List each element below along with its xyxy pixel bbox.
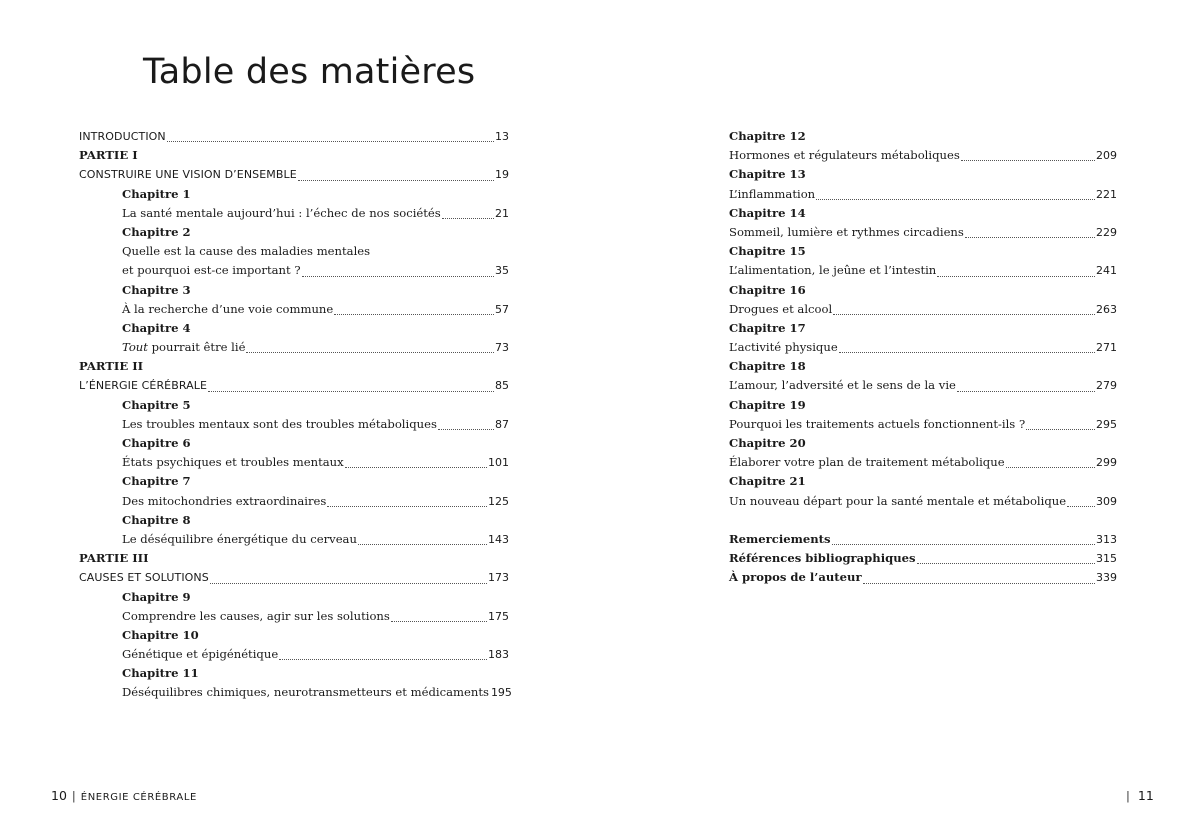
footer-page-number-right: 11 bbox=[1137, 788, 1154, 803]
toc-page-number: 21 bbox=[495, 206, 509, 220]
toc-entry bbox=[729, 300, 1117, 319]
dot-leader bbox=[816, 198, 1095, 200]
toc-entry bbox=[729, 165, 1117, 184]
toc-entry bbox=[79, 396, 509, 415]
dot-leader bbox=[1026, 428, 1095, 430]
dot-leader bbox=[298, 179, 494, 181]
toc-entry bbox=[729, 415, 1117, 434]
toc-entry-title: Sommeil, lumière et rythmes circadiens bbox=[729, 224, 964, 239]
dot-leader bbox=[937, 275, 1095, 277]
toc-entry bbox=[729, 261, 1117, 280]
toc-entry bbox=[79, 683, 512, 702]
toc-page-number: 229 bbox=[1096, 225, 1117, 239]
dot-leader bbox=[210, 582, 487, 584]
dot-leader bbox=[279, 658, 487, 660]
toc-page-number: 101 bbox=[488, 456, 509, 470]
toc-entry-title: Chapitre 8 bbox=[122, 512, 191, 527]
dot-leader bbox=[442, 217, 494, 219]
toc-page-number: 35 bbox=[495, 264, 509, 278]
toc-entry-title: Chapitre 5 bbox=[122, 397, 191, 412]
toc-entry bbox=[79, 204, 509, 223]
toc-entry bbox=[729, 223, 1117, 242]
dot-leader bbox=[965, 236, 1095, 238]
toc-entry bbox=[729, 242, 1117, 261]
toc-entry bbox=[79, 453, 509, 472]
toc-entry bbox=[79, 357, 509, 376]
toc-entry-title: Chapitre 9 bbox=[122, 589, 191, 604]
toc-entry bbox=[79, 300, 509, 319]
toc-entry-title: Le déséquilibre énergétique du cerveau bbox=[122, 531, 357, 546]
toc-entry bbox=[729, 396, 1117, 415]
dot-leader bbox=[917, 562, 1095, 564]
toc-entry-title: Chapitre 17 bbox=[729, 320, 806, 335]
toc-entry bbox=[729, 185, 1117, 204]
dot-leader bbox=[1067, 505, 1095, 507]
dot-leader bbox=[167, 140, 494, 142]
toc-page-number: 143 bbox=[488, 532, 509, 546]
toc-entry-title: Pourquoi les traitements actuels fonctionnent-ils ? bbox=[729, 416, 1026, 431]
toc-page-number: 221 bbox=[1096, 187, 1117, 201]
toc-entry bbox=[729, 530, 1117, 549]
toc-entry-title: Chapitre 12 bbox=[729, 129, 806, 143]
toc-entry bbox=[79, 511, 509, 530]
toc-entry-title: Chapitre 6 bbox=[122, 436, 191, 450]
toc-entry-title: Chapitre 7 bbox=[122, 474, 191, 489]
dot-leader bbox=[334, 313, 494, 315]
toc-entry bbox=[79, 338, 509, 357]
footer-separator: | bbox=[71, 789, 76, 803]
toc-entry-title: Chapitre 3 bbox=[122, 282, 191, 297]
toc-entry bbox=[79, 549, 509, 568]
toc-entry bbox=[79, 146, 509, 165]
footer-left bbox=[51, 788, 197, 803]
toc-page-number: 241 bbox=[1096, 264, 1117, 278]
toc-entry-title: Chapitre 10 bbox=[122, 627, 199, 642]
toc-entry-title: Chapitre 1 bbox=[122, 186, 191, 201]
toc-entry-title: Quelle est la cause des maladies mentales bbox=[122, 244, 371, 259]
toc-entry bbox=[729, 319, 1117, 338]
toc-entry bbox=[79, 223, 509, 242]
dot-leader bbox=[832, 543, 1095, 545]
toc-page-number: 19 bbox=[495, 168, 509, 182]
toc-entry-title: Chapitre 15 bbox=[729, 244, 806, 259]
toc-page-number: 87 bbox=[495, 417, 509, 431]
toc-page-number: 299 bbox=[1096, 456, 1117, 470]
toc-left-column bbox=[79, 127, 512, 703]
toc-page-number: 339 bbox=[1096, 571, 1117, 585]
dot-leader bbox=[863, 582, 1095, 584]
toc-entry bbox=[729, 549, 1117, 568]
dot-leader bbox=[438, 428, 494, 430]
toc-entry-title: PARTIE III bbox=[79, 551, 149, 566]
toc-entry bbox=[79, 626, 509, 645]
toc-page-number: 263 bbox=[1096, 302, 1117, 316]
toc-entry-title: Chapitre 4 bbox=[122, 320, 191, 335]
toc-entry bbox=[79, 664, 509, 683]
toc-entry-title: États psychiques et troubles mentaux bbox=[122, 455, 344, 470]
toc-entry-title: Comprendre les causes, agir sur les solutions bbox=[122, 608, 390, 623]
footer-separator: | bbox=[1126, 789, 1130, 803]
toc-page-number: 271 bbox=[1096, 341, 1117, 355]
toc-entry bbox=[79, 492, 509, 511]
toc-entry-title: Les troubles mentaux sont des troubles métaboliques bbox=[122, 416, 437, 431]
toc-entry-title: Hormones et régulateurs métaboliques bbox=[729, 148, 960, 163]
dot-leader bbox=[391, 620, 487, 622]
toc-entry bbox=[79, 568, 509, 587]
toc-entry bbox=[79, 319, 509, 338]
toc-entry bbox=[729, 434, 1117, 453]
toc-page-number: 173 bbox=[488, 571, 509, 585]
toc-entry-title: Des mitochondries extraordinaires bbox=[122, 493, 327, 508]
dot-leader bbox=[208, 390, 494, 392]
dot-leader bbox=[1006, 466, 1095, 468]
toc-entry-title: Déséquilibres chimiques, neurotransmetteurs et médicaments bbox=[122, 685, 489, 700]
toc-page-number: 85 bbox=[495, 379, 509, 393]
toc-page-number: 209 bbox=[1096, 149, 1117, 163]
toc-entry bbox=[729, 376, 1117, 395]
toc-spacer bbox=[729, 511, 1117, 530]
toc-page-number: 57 bbox=[495, 302, 509, 316]
toc-page-number: 13 bbox=[495, 130, 509, 143]
toc-page-number: 295 bbox=[1096, 417, 1117, 431]
toc-entry-title-rest: pourrait être lié bbox=[147, 340, 246, 355]
toc-entry bbox=[79, 434, 509, 453]
dot-leader bbox=[345, 466, 487, 468]
toc-entry-title: Chapitre 19 bbox=[729, 397, 806, 412]
toc-entry bbox=[79, 472, 509, 491]
toc-entry-title: INTRODUCTION bbox=[79, 130, 166, 143]
dot-leader bbox=[302, 275, 494, 277]
dot-leader bbox=[246, 351, 494, 353]
toc-entry bbox=[79, 242, 509, 261]
toc-entry-title: et pourquoi est-ce important ? bbox=[122, 263, 301, 278]
toc-entry-title: Chapitre 20 bbox=[729, 436, 806, 450]
toc-entry-title: La santé mentale aujourd’hui : l’échec de nos sociétés bbox=[122, 205, 441, 220]
toc-entry bbox=[79, 415, 509, 434]
toc-page-number: 313 bbox=[1096, 532, 1117, 546]
dot-leader bbox=[961, 159, 1095, 161]
toc-entry bbox=[79, 530, 509, 549]
toc-page-number: 73 bbox=[495, 341, 509, 355]
toc-entry bbox=[79, 127, 509, 146]
toc-entry bbox=[79, 376, 509, 395]
toc-entry bbox=[729, 492, 1117, 511]
toc-entry-title: L’inflammation bbox=[729, 186, 816, 201]
toc-entry-title: L’amour, l’adversité et le sens de la vie bbox=[729, 378, 956, 393]
dot-leader bbox=[839, 351, 1095, 353]
toc-entry-title: CONSTRUIRE UNE VISION D’ENSEMBLE bbox=[79, 168, 297, 182]
toc-entry-title: À propos de l’auteur bbox=[729, 570, 862, 585]
toc-entry-title: Drogues et alcool bbox=[729, 301, 833, 316]
toc-entry-title: Chapitre 11 bbox=[122, 666, 199, 681]
toc-entry bbox=[79, 588, 509, 607]
toc-page-number: 183 bbox=[488, 648, 509, 662]
toc-entry-title: Chapitre 16 bbox=[729, 282, 806, 297]
toc-entry-title: CAUSES ET SOLUTIONS bbox=[79, 571, 209, 585]
toc-entry-title: PARTIE I bbox=[79, 148, 138, 163]
toc-entry-title: Chapitre 13 bbox=[729, 167, 806, 182]
toc-entry bbox=[729, 472, 1117, 491]
toc-entry-title: À la recherche d’une voie commune bbox=[122, 301, 334, 316]
toc-entry-title: Chapitre 2 bbox=[122, 224, 191, 239]
toc-entry-title: L’alimentation, le jeûne et l’intestin bbox=[729, 263, 937, 278]
toc-entry-title bbox=[122, 338, 245, 357]
toc-entry-title: PARTIE II bbox=[79, 359, 144, 374]
toc-entry bbox=[729, 281, 1117, 300]
toc-entry bbox=[79, 261, 509, 280]
dot-leader bbox=[833, 313, 1095, 315]
toc-entry-title: Chapitre 18 bbox=[729, 359, 806, 374]
footer-right bbox=[1126, 788, 1154, 803]
page-title: Table des matières bbox=[143, 52, 476, 92]
dot-leader bbox=[957, 390, 1095, 392]
toc-page-number: 315 bbox=[1096, 552, 1117, 566]
dot-leader bbox=[358, 543, 487, 545]
toc-entry-title: L’activité physique bbox=[729, 340, 838, 355]
toc-entry bbox=[729, 146, 1117, 165]
toc-page-number: 279 bbox=[1096, 379, 1117, 393]
toc-entry bbox=[729, 568, 1117, 587]
toc-entry bbox=[729, 127, 1117, 146]
toc-entry-title: Génétique et épigénétique bbox=[122, 647, 279, 662]
toc-page-number: 195 bbox=[490, 686, 512, 700]
toc-page-number: 309 bbox=[1096, 494, 1117, 508]
toc-entry bbox=[79, 185, 509, 204]
toc-right-column bbox=[729, 127, 1117, 588]
dot-leader bbox=[327, 505, 487, 507]
toc-entry-title: Un nouveau départ pour la santé mentale et métabolique bbox=[729, 493, 1067, 508]
toc-entry bbox=[729, 453, 1117, 472]
toc-entry-title: Remerciements bbox=[729, 531, 831, 546]
toc-entry-title: Chapitre 21 bbox=[729, 474, 806, 489]
toc-entry bbox=[79, 607, 509, 626]
toc-entry bbox=[729, 204, 1117, 223]
toc-entry bbox=[79, 645, 509, 664]
toc-entry-title: Références bibliographiques bbox=[729, 551, 916, 566]
footer-running-title: ÉNERGIE CÉRÉBRALE bbox=[80, 792, 197, 803]
toc-entry bbox=[729, 338, 1117, 357]
toc-entry-title-italic: Tout bbox=[122, 340, 148, 355]
toc-page-number: 175 bbox=[488, 609, 509, 623]
toc-page-number: 125 bbox=[488, 494, 509, 508]
toc-entry-title: Élaborer votre plan de traitement métabolique bbox=[729, 455, 1005, 470]
toc-entry-title: Chapitre 14 bbox=[729, 205, 806, 220]
toc-entry bbox=[729, 357, 1117, 376]
toc-entry-title: L’ÉNERGIE CÉRÉBRALE bbox=[79, 379, 208, 393]
footer-page-number-left: 10 bbox=[51, 788, 67, 803]
toc-entry bbox=[79, 165, 509, 184]
toc-entry bbox=[79, 281, 509, 300]
